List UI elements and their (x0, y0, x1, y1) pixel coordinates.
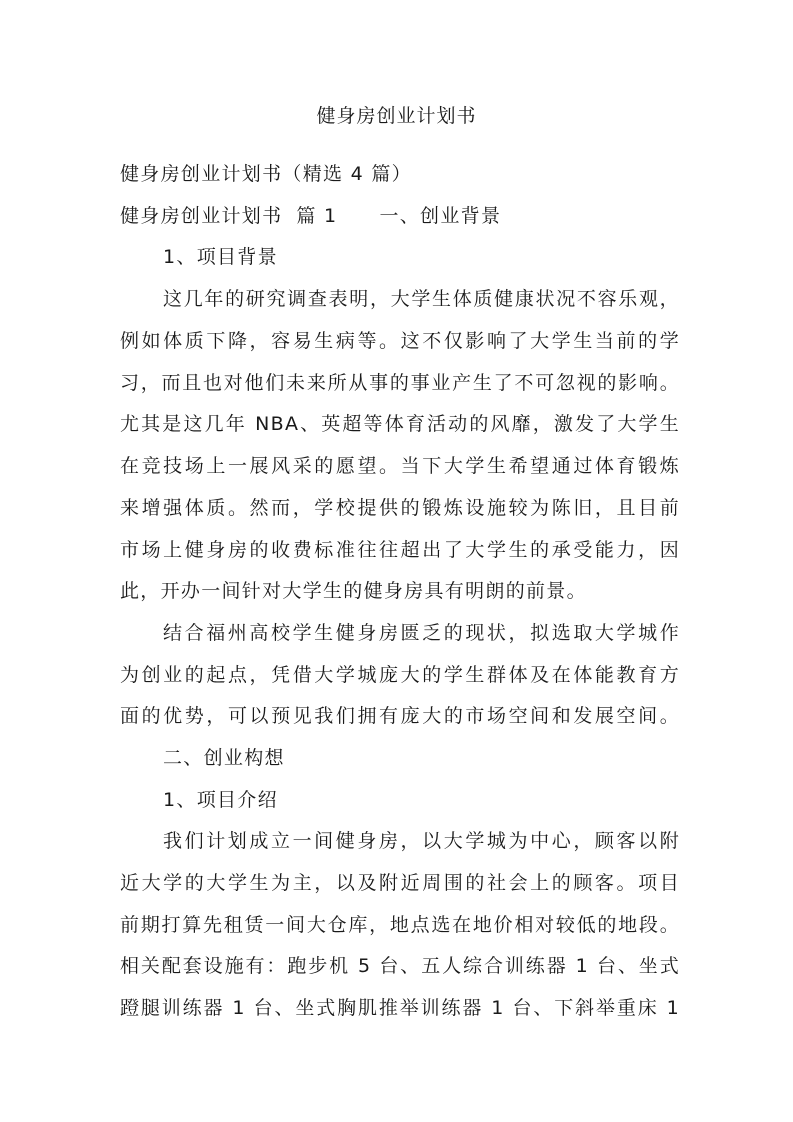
paragraph-line: 近大学的大学生为主，以及附近周围的社会上的顾客。项目 (120, 872, 680, 894)
paragraph-line: 市场上健身房的收费标准往往超出了大学生的承受能力，因 (120, 539, 680, 561)
section-heading-business-concept: 二、创业构想 (163, 747, 285, 769)
paragraph-line: 在竞技场上一展风采的愿望。当下大学生希望通过体育锻炼 (120, 455, 680, 477)
paragraph-line: 习，而且也对他们未来所从事的事业产生了不可忽视的影响。 (120, 372, 680, 394)
article-heading-number: 篇 1 (296, 205, 338, 227)
paragraph-line: 这几年的研究调查表明，大学生体质健康状况不容乐观， (163, 288, 680, 310)
paragraph-line: 相关配套设施有：跑步机 5 台、五人综合训练器 1 台、坐式 (120, 955, 680, 977)
section-heading-project-intro: 1、项目介绍 (163, 789, 278, 811)
paragraph-line: 我们计划成立一间健身房，以大学城为中心，顾客以附 (163, 830, 680, 852)
paragraph-line: 为创业的起点，凭借大学城庞大的学生群体及在体能教育方 (120, 664, 680, 686)
paragraph-line: 尤其是这几年 NBA、英超等体育活动的风靡，激发了大学生 (120, 413, 680, 435)
paragraph-line: 蹬腿训练器 1 台、坐式胸肌推举训练器 1 台、下斜举重床 1 (120, 997, 680, 1019)
document-title: 健身房创业计划书 (316, 105, 477, 127)
paragraph-line: 来增强体质。然而，学校提供的锻炼设施较为陈旧，且目前 (120, 497, 680, 519)
paragraph-line: 面的优势，可以预见我们拥有庞大的市场空间和发展空间。 (120, 705, 680, 727)
article-heading (120, 201, 680, 231)
paragraph-line: 此，开办一间针对大学生的健身房具有明朗的前景。 (120, 580, 587, 602)
document-subtitle: 健身房创业计划书（精选 4 篇） (120, 163, 412, 185)
paragraph-line: 前期打算先租赁一间大仓库，地点选在地价相对较低的地段。 (120, 914, 680, 936)
section-heading-project-background: 1、项目背景 (163, 246, 278, 268)
article-heading-title: 健身房创业计划书 (120, 205, 283, 227)
paragraph-line: 例如体质下降，容易生病等。这不仅影响了大学生当前的学 (120, 330, 680, 352)
article-heading-section: 一、创业背景 (379, 205, 502, 227)
paragraph-line: 结合福州高校学生健身房匮乏的现状，拟选取大学城作 (163, 622, 680, 644)
